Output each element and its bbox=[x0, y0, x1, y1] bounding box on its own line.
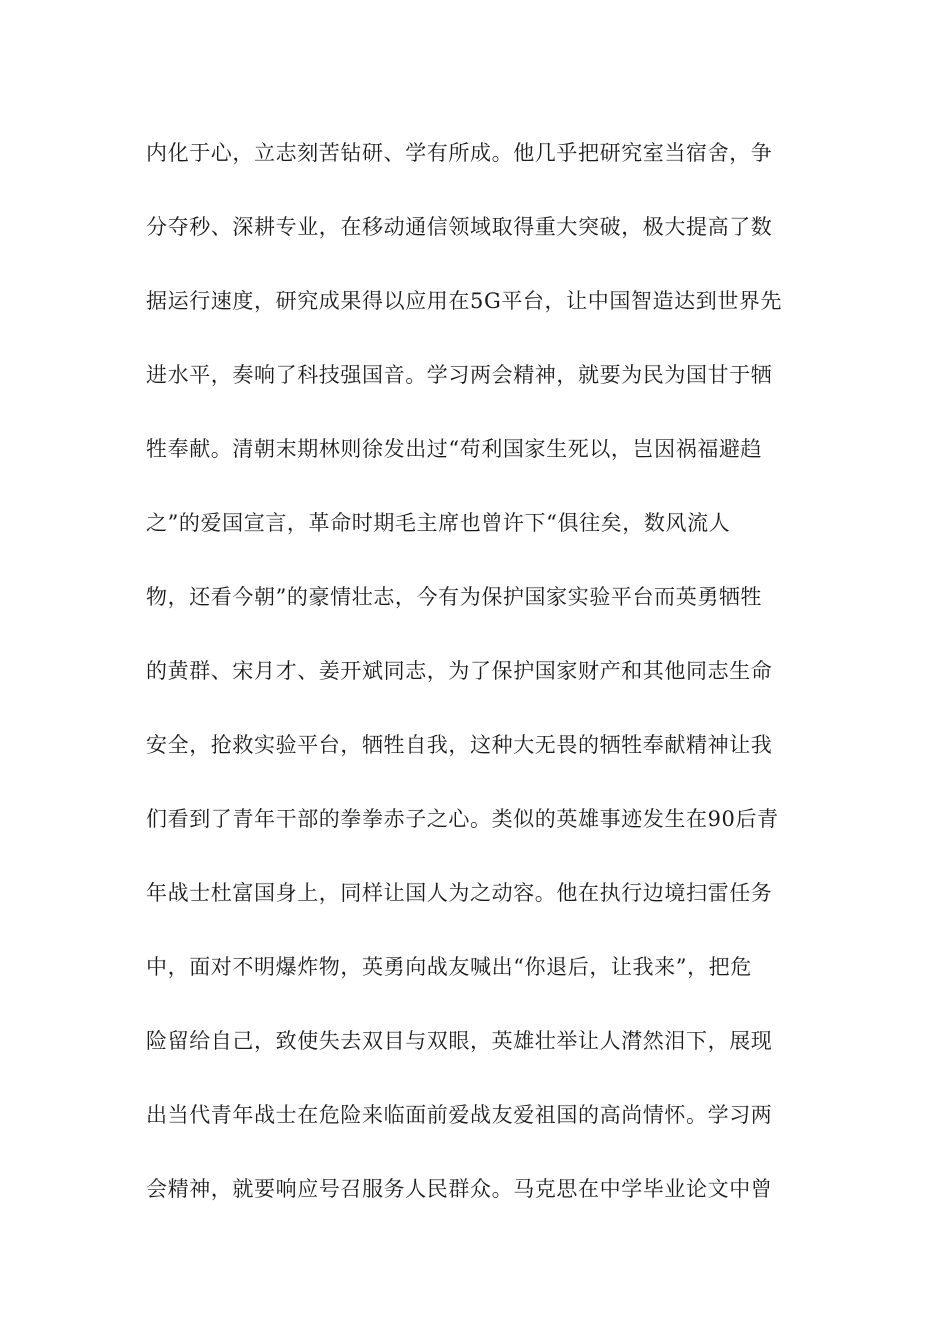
text-line: 物，还看今朝”的豪情壮志，今有为保护国家实验平台而英勇牺牲 bbox=[146, 585, 763, 609]
text-line: 据运行速度，研究成果得以应用在5G平台，让中国智造达到世界先 bbox=[146, 289, 783, 313]
text-line: 分夺秒、深耕专业，在移动通信领域取得重大突破，极大提高了数 bbox=[146, 215, 773, 239]
text-line: 内化于心，立志刻苦钻研、学有所成。他几乎把研究室当宿舍，争 bbox=[146, 141, 773, 165]
text-line: 出当代青年战士在危险来临面前爱战友爱祖国的高尚情怀。学习两 bbox=[146, 1103, 773, 1127]
body-text bbox=[146, 139, 806, 1249]
text-line: 们看到了青年干部的拳拳赤子之心。类似的英雄事迹发生在90后青 bbox=[146, 807, 779, 831]
text-line: 险留给自己，致使失去双目与双眼，英雄壮举让人潸然泪下，展现 bbox=[146, 1029, 773, 1053]
text-line: 进水平，奏响了科技强国音。学习两会精神，就要为民为国甘于牺 bbox=[146, 363, 773, 387]
text-line: 的黄群、宋月才、姜开斌同志，为了保护国家财产和其他同志生命 bbox=[146, 659, 773, 683]
text-line: 之”的爱国宣言，革命时期毛主席也曾许下“俱往矣，数风流人 bbox=[146, 511, 731, 535]
text-line: 中，面对不明爆炸物，英勇向战友喊出“你退后，让我来”，把危 bbox=[146, 955, 752, 979]
text-line: 会精神，就要响应号召服务人民群众。马克思在中学毕业论文中曾 bbox=[146, 1177, 773, 1201]
text-line: 安全，抢救实验平台，牺牲自我，这种大无畏的牺牲奉献精神让我 bbox=[146, 733, 773, 757]
text-line: 年战士杜富国身上，同样让国人为之动容。他在执行边境扫雷任务 bbox=[146, 881, 773, 905]
text-line: 牲奉献。清朝末期林则徐发出过“苟利国家生死以，岂因祸福避趋 bbox=[146, 437, 763, 461]
